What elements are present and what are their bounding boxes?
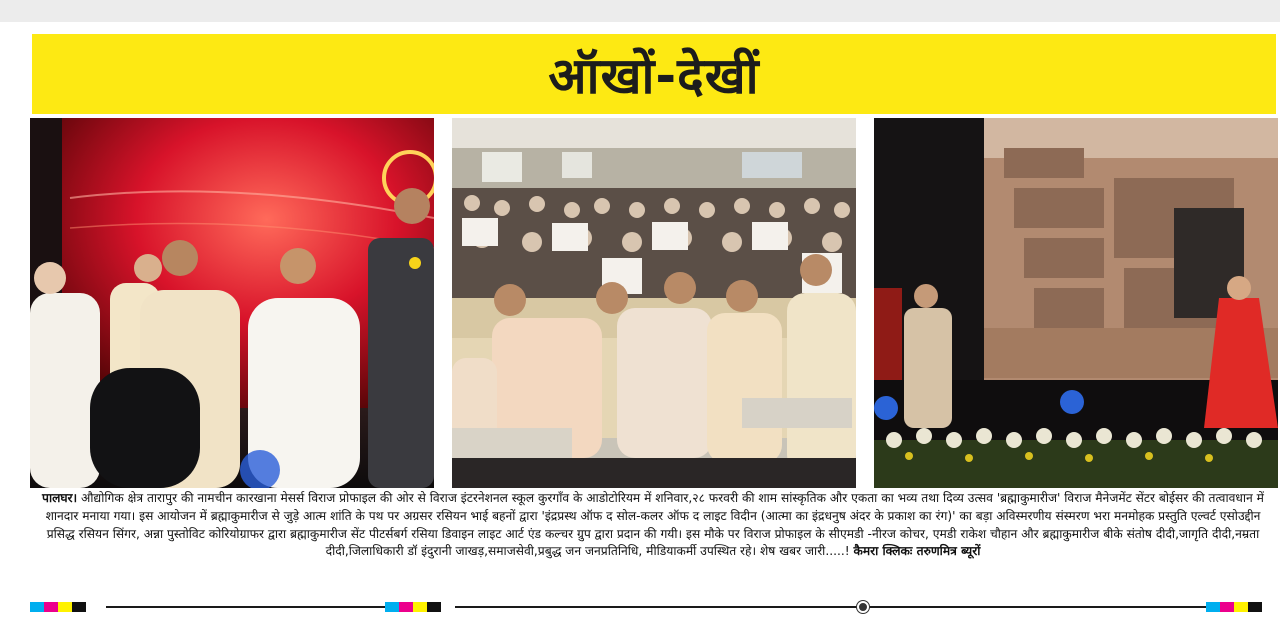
registration-bar-left <box>30 602 100 612</box>
section-banner <box>32 34 1276 114</box>
caption-dateline: पालघर। <box>42 491 78 505</box>
bottom-rule <box>106 606 1206 608</box>
top-strip <box>0 0 1280 22</box>
audience-photo <box>452 118 856 488</box>
registration-bar-right <box>1206 602 1276 612</box>
registration-target-icon <box>857 601 869 613</box>
stage-guests-photo <box>30 118 434 488</box>
news-caption <box>30 490 1276 596</box>
registration-bar-center <box>385 602 455 612</box>
caption-body: औद्योगिक क्षेत्र तारापुर की नामचीन कारखाना मेसर्स विराज प्रोफाइल की ओर से विराज इंटरनेशनल स्कूल कुरगाँव के आडोटोरियम में शनिवार,२८ फरवरी की शाम सांस्कृतिक और एकता का भव्य तथा दिव्य उत्सव 'ब्रह्माकुमारीज' विराज मैनेजमेंट सेंटर बोईसर की तत्वावधान में शानदार मनाया गया। इस आयोजन में ब्रह्माकुमारीज से जुड़े आत्म शांति के पथ पर अग्रसर रसियन भाई बहनों द्वारा 'इंद्रप्रस्थ ऑफ द सोल-कलर ऑफ द लाइट विदीन (आत्मा का इंद्रधनुष अंदर के प्रकाश का रंग)' का बड़ा अविस्मरणीय संस्मरण भरा मनमोहक प्रस्तुति एल्वर्ट एसोउद्दीन प्रसिद्ध रसियन सिंगर, अन्ना पुस्तोविट कोरियोग्राफर द्वारा ब्रह्माकुमारीज सेंट पीटर्सबर्ग रसिया डिवाइन लाइट आर्ट एंड कल्चर ग्रुप द्वारा प्रदान की गयी। इस मौके पर विराज प्रोफाइल के सीएमडी -नीरज कोचर, एमडी राकेश चौहान और ब्रह्माकुमारीज बीके संतोष दीदी,जागृति दीदी,नम्रता दीदी,जिलाधिकारी डॉ इंदुरानी जाखड़,समाजसेवी,प्रबुद्ध जन जनप्रतिनिधि, मीडियाकर्मी उपस्थित रहे। शेष खबर जारी.....! <box>45 491 1264 559</box>
section-title: ऑखों-देखीं <box>548 47 760 105</box>
photo-credit: कैमरा क्लिकः तरुणमित्र ब्यूरों <box>853 544 981 559</box>
performance-photo <box>874 118 1278 488</box>
